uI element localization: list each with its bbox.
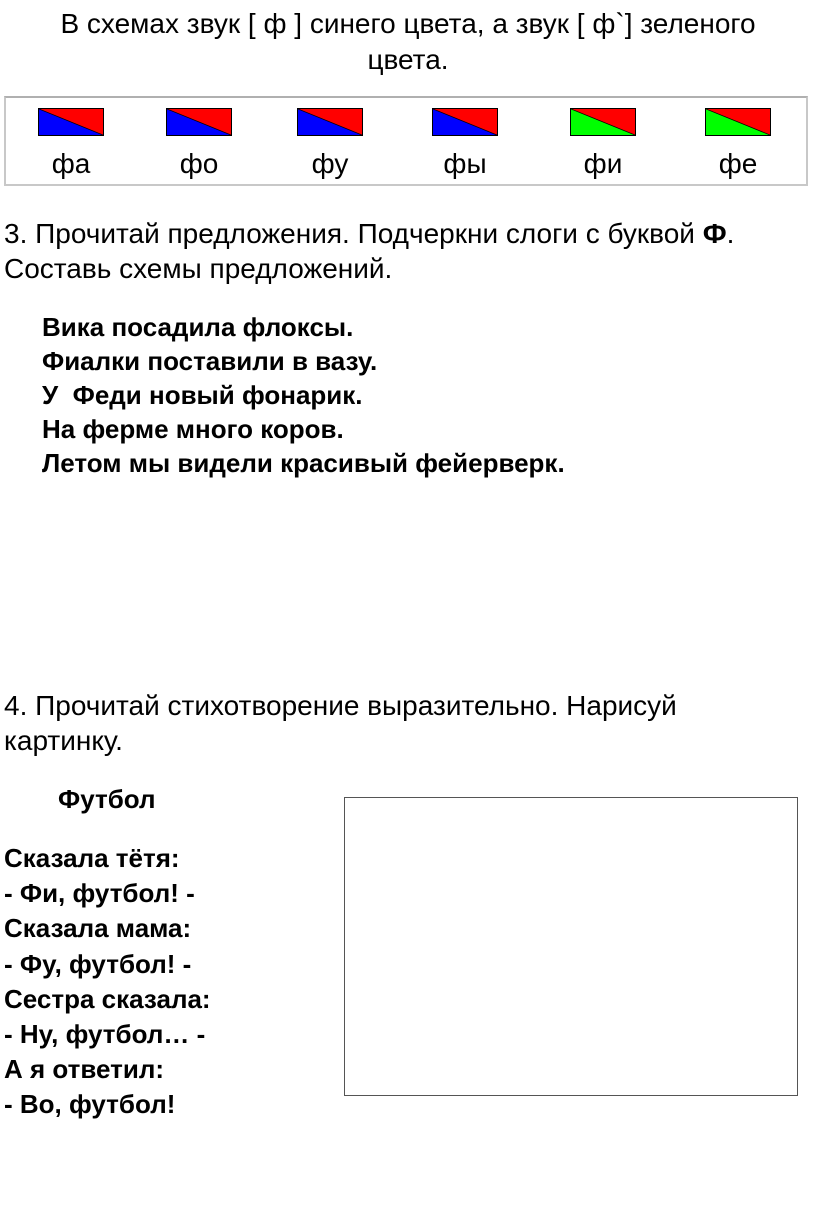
scheme-1: [38, 108, 104, 136]
poem-line: - Ну, футбол… -: [4, 1019, 206, 1050]
intro-line-2: цвета.: [367, 44, 449, 75]
syllable-4: фы: [443, 148, 487, 179]
scheme-diagram: [571, 109, 635, 135]
sentence-5: Летом мы видели красивый фейерверк.: [42, 448, 565, 478]
poem-line: - Фи, футбол! -: [4, 878, 195, 909]
scheme-6: [705, 108, 771, 136]
scheme-3: [297, 108, 363, 136]
poem-line: А я ответил:: [4, 1054, 165, 1085]
scheme-diagram: [298, 109, 362, 135]
scheme-diagram: [167, 109, 231, 135]
syllable-5: фи: [583, 148, 623, 179]
poem-title: Футбол: [58, 784, 156, 814]
sentence-1: Вика посадила флоксы.: [42, 312, 354, 342]
scheme-diagram: [433, 109, 497, 135]
task-3-line-2: Составь схемы предложений.: [4, 253, 393, 284]
syllable-2: фо: [179, 148, 219, 179]
task-3-period: .: [726, 218, 735, 249]
task-3-heading: [4, 216, 804, 286]
scheme-diagram: [39, 109, 103, 135]
poem-line: - Фу, футбол! -: [4, 948, 192, 979]
poem-line: Сестра сказала:: [4, 983, 211, 1014]
poem-line: Сказала мама:: [4, 913, 192, 944]
poem: [4, 841, 211, 1123]
poem-line: - Во, футбол!: [4, 1089, 176, 1120]
task-4-line-1: 4. Прочитай стихотворение выразительно. Нарисуй: [4, 690, 677, 721]
sentence-2: Фиалки поставили в вазу.: [42, 346, 378, 376]
task-3-text: 3. Прочитай предложения. Подчеркни слоги с буквой: [4, 218, 703, 249]
task-3-sentences: [42, 310, 565, 480]
intro-line-1: В схемах звук [ ф ] синего цвета, а звук [ ф`] зеленого: [60, 8, 756, 39]
syllable-schemes-table: [4, 96, 808, 186]
scheme-5: [570, 108, 636, 136]
task-3-letter: Ф: [702, 218, 727, 249]
scheme-4: [432, 108, 498, 136]
drawing-area[interactable]: [344, 797, 798, 1096]
scheme-diagram: [706, 109, 770, 135]
task-4-heading: [4, 688, 804, 758]
sentence-4: На ферме много коров.: [42, 414, 344, 444]
syllable-6: фе: [718, 148, 758, 179]
syllable-3: фу: [311, 148, 349, 179]
sentence-3: У Феди новый фонарик.: [42, 380, 363, 410]
syllable-1: фа: [51, 148, 91, 179]
poem-line: Сказала тётя:: [4, 843, 180, 873]
scheme-2: [166, 108, 232, 136]
intro-text: [20, 6, 796, 78]
task-4-line-2: картинку.: [4, 725, 123, 756]
